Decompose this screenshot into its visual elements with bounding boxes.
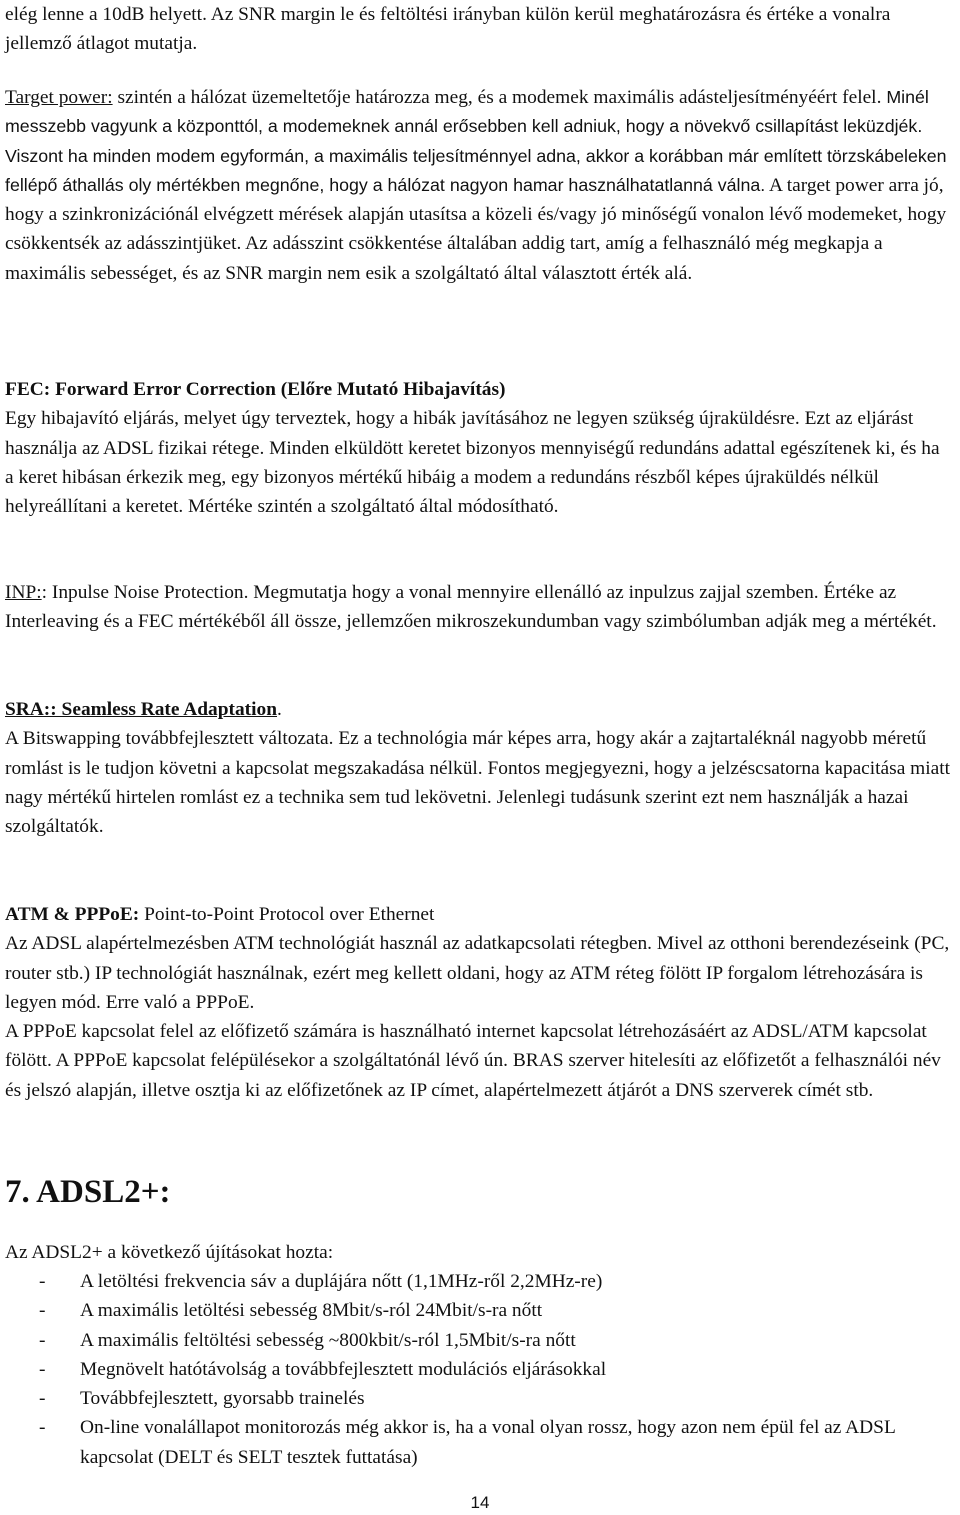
list-item-text: A maximális letöltési sebesség 8Mbit/s-ról 24Mbit/s-ra nőtt <box>80 1300 543 1322</box>
inp-label: INP: <box>5 582 42 603</box>
paragraph-inp <box>5 578 953 637</box>
list-item-text: Továbbfejlesztett, gyorsabb trainelés <box>80 1388 365 1410</box>
list-item <box>0 1384 960 1413</box>
adsl2-feature-list <box>0 1267 960 1472</box>
list-item <box>0 1355 960 1384</box>
atm-heading: ATM & PPPoE: <box>5 904 140 925</box>
list-item-text: A maximális feltöltési sebesség ~800kbit/s-ról 1,5Mbit/s-ra nőtt <box>80 1329 576 1351</box>
atm-text-1: Az ADSL alapértelmezésben ATM technológiát használ az adatkapcsolati rétegben. Mivel az otthoni berendezéseink (PC, router stb.) IP technológiát használnak, ezért meg kellett oldani, hogy az ATM réteg fölött IP forgalom létrehozására is legyen mód. Erre való a PPPoE. <box>5 933 950 1013</box>
sra-heading-end: . <box>277 699 282 720</box>
sra-heading: SRA:: Seamless Rate Adaptation <box>5 699 278 720</box>
list-bullet: - <box>39 1358 46 1380</box>
target-power-text-sans: Minél messzebb vagyunk a központtól, a modemeknek annál erősebben kell adniuk, hogy a növekvő csillapítást leküzdjék. Viszont ha minden modem egyformán, a maximális teljesítménnyel adna, akkor a korábban már említett törzskábeleken fellépő áthallás oly mértékben megnőne, hogy a hálózat nagyon hamar használhatatlanná válna. <box>5 87 947 195</box>
fec-heading: FEC: Forward Error Correction (Előre Mutató Hibajavítás) <box>5 379 506 400</box>
list-item-text: On-line vonalállapot monitorozás még akkor is, ha a vonal olyan rossz, hogy azon nem épül fel az ADSL kapcsolat (DELT és SELT tesztek futtatása) <box>80 1417 896 1468</box>
list-bullet: - <box>39 1271 46 1292</box>
sra-text: A Bitswapping továbbfejlesztett változata. Ez a technológia már képes arra, hogy akár a zajtartaléknál nagyobb méretű romlást is le tudjon követni a kapcsolat megszakadása nélkül. Fontos megjegyezni, hogy a jelzéscsatorna kapacitása miatt nagy mértékű hirtelen romlást ez a technika sem tud lekövetni. Jelenlegi tudásunk szerint ezt nem használják a hazai szolgáltatók. <box>5 728 951 838</box>
list-item <box>0 1296 960 1325</box>
target-power-label: Target power: <box>5 87 113 108</box>
list-bullet: - <box>39 1388 46 1410</box>
inp-text: : Inpulse Noise Protection. Megmutatja hogy a vonal mennyire ellenálló az inpulzus zajjal szemben. Értéke az Interleaving és a FEC mértékéből áll össze, jellemzően mikroszekundumban vagy szimbólumban adják meg a mértékét. <box>5 582 937 633</box>
section-7-intro <box>5 1238 953 1267</box>
page-number: 14 <box>470 1493 490 1512</box>
list-item-text: Megnövelt hatótávolság a továbbfejlesztett modulációs eljárásokkal <box>80 1358 607 1380</box>
paragraph-snr-margin <box>5 0 953 59</box>
section-7-intro-text: Az ADSL2+ a következő újításokat hozta: <box>5 1242 334 1263</box>
target-power-text: szintén a hálózat üzemeltetője határozza meg, és a modemek maximális adásteljesítményéért felel. <box>112 87 882 108</box>
fec-text: Egy hibajavító eljárás, melyet úgy terveztek, hogy a hibák javításához ne legyen szükség újraküldésre. Ezt az eljárást használja az ADSL fizikai rétege. Minden elküldött keretet bizonyos mennyiségű redundáns adattal egészítenek ki, és ha a keret hibásan érkezik meg, egy bizonyos mértékű hibáig a modem a redundáns részből képes újraküldés nélkül helyreállítani a keretet. Mértéke szintén a szolgáltató által módosítható. <box>5 408 940 518</box>
list-item-text: A letöltési frekvencia sáv a duplájára nőtt (1,1MHz-ről 2,2MHz-re) <box>80 1271 603 1292</box>
paragraph-atm-pppoe <box>5 900 953 1105</box>
target-power-text-rest: A target power arra jó, hogy a szinkronizációnál elvégzett mérések alapján utasítsa a közeli és/vagy jó minőségű vonalon lévő modemeket, hogy csökkentsék az adásszintjüket. Az adásszint csökkentése általában addig tart, amíg a felhasználó még megkapja a maximális sebességet, és az SNR margin nem esik a szolgáltató által választott érték alá. <box>5 174 947 284</box>
list-item <box>0 1326 960 1355</box>
list-item <box>0 1267 960 1296</box>
list-bullet: - <box>39 1300 46 1322</box>
list-item <box>0 1413 960 1472</box>
paragraph-fec <box>5 375 953 521</box>
atm-subtitle: Point-to-Point Protocol over Ethernet <box>139 904 435 925</box>
list-bullet: - <box>39 1417 46 1439</box>
section-7-heading: 7. ADSL2+: <box>5 1174 171 1210</box>
atm-text-2: A PPPoE kapcsolat felel az előfizető számára is használható internet kapcsolat létrehozásáért az ADSL/ATM kapcsolat fölött. A PPPoE kapcsolat felépülésekor a szolgáltatónál lévő ún. BRAS szerver hitelesíti az előfizetőt a felhasználói név és jelszó alapján, illetve osztja ki az előfizetőnek az IP címet, alapértelmezett átjárót a DNS szerverek címét stb. <box>5 1021 941 1101</box>
paragraph-snr-margin-text: elég lenne a 10dB helyett. Az SNR margin le és feltöltési irányban külön kerül meghatározásra és értéke a vonalra jellemző átlagot mutatja. <box>5 4 891 55</box>
paragraph-sra <box>5 695 953 841</box>
list-bullet: - <box>39 1329 46 1351</box>
paragraph-target-power <box>5 83 953 288</box>
